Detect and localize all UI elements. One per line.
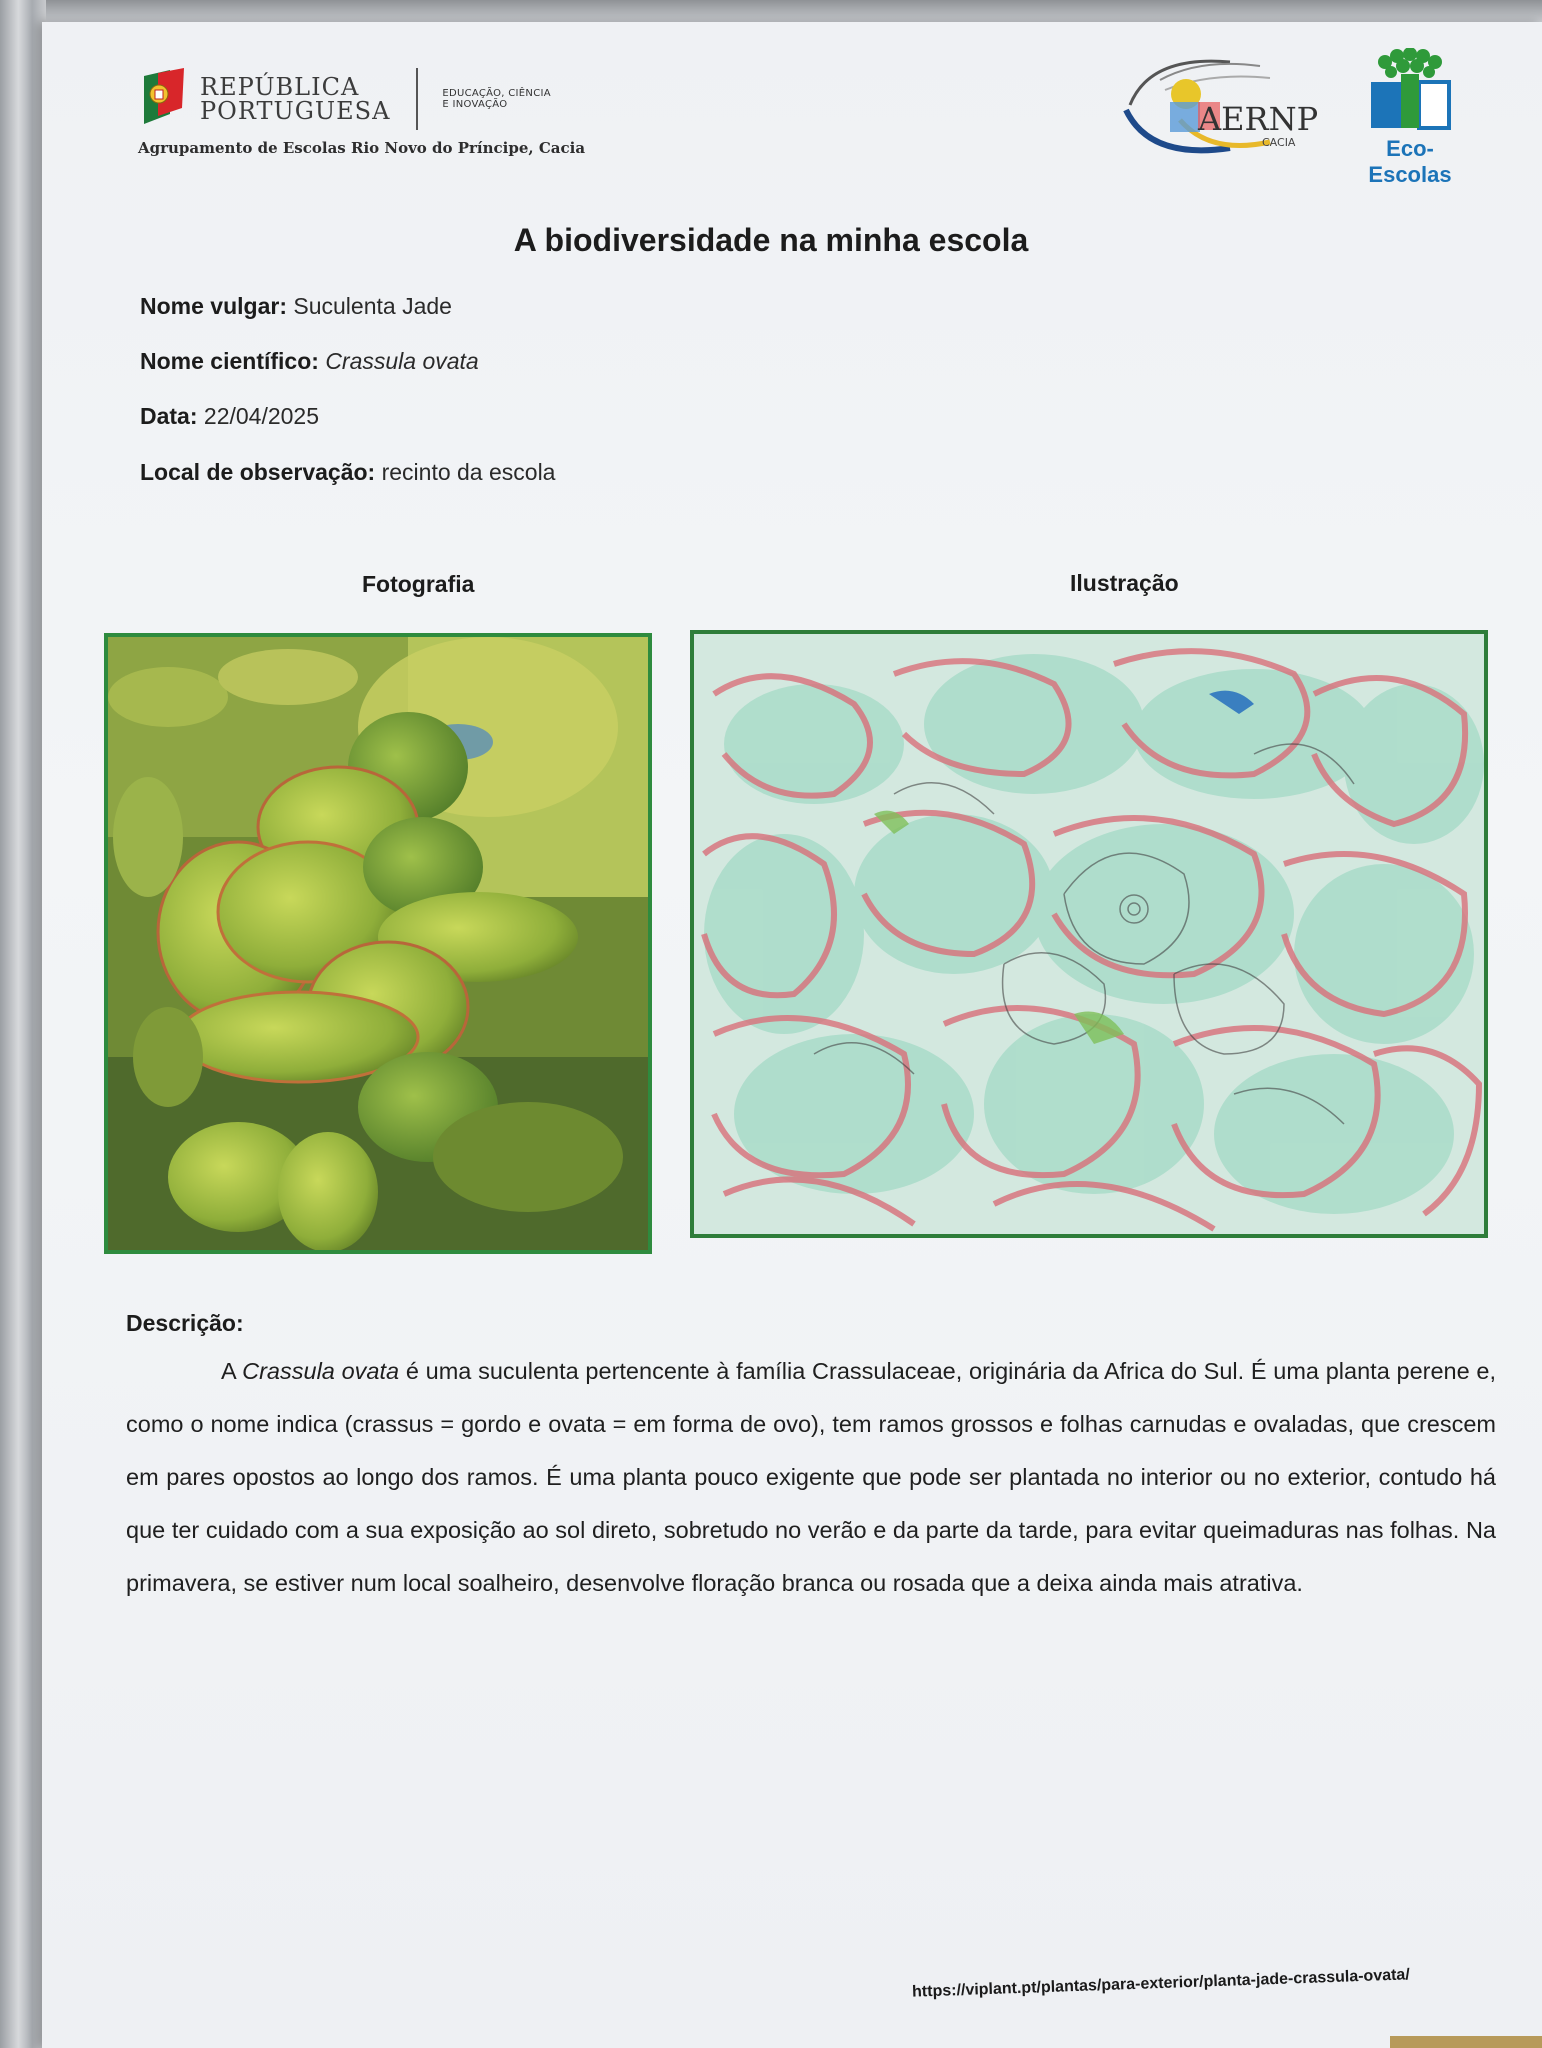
aernp-text: AERNP bbox=[1198, 100, 1319, 138]
photo-caption: Fotografia bbox=[362, 571, 475, 597]
location-field bbox=[140, 459, 555, 486]
common-name-field bbox=[140, 293, 452, 320]
republica-portuguesa-text bbox=[200, 75, 390, 123]
location-value: recinto da escola bbox=[381, 459, 556, 485]
description-body: é uma suculenta pertencente à família Crassulaceae, originária da Africa do Sul. É uma planta perene e, como o nome indica (crassus = gordo e ovata = em forma de ovo), tem ramos grossos e folhas carnudas e ovaladas, que crescem em pares opostos ao longo dos ramos. É uma planta pouco exigente que pode ser plantada no interior ou no exterior, contudo há que ter cuidado com a sua exposição ao sol direto, sobretudo no verão e da parte da tarde, para evitar queimaduras nas folhas. Na primavera, se estiver num local soalheiro, desenvolve floração branca ou rosada que a deixa ainda mais atrativa. bbox=[126, 1358, 1497, 1596]
source-url: https://viplant.pt/plantas/para-exterior/planta-jade-crassula-ovata/ bbox=[911, 1966, 1411, 2001]
date-label: Data: bbox=[140, 403, 198, 429]
scientific-name-label: Nome científico: bbox=[140, 348, 319, 374]
common-name-label: Nome vulgar: bbox=[140, 293, 287, 319]
school-name: Agrupamento de Escolas Rio Novo do Príncipe, Cacia bbox=[138, 139, 586, 157]
date-field bbox=[140, 403, 319, 430]
portugal-flag-icon bbox=[140, 68, 186, 130]
portuguesa-line: PORTUGUESA bbox=[200, 97, 391, 125]
scientific-name-value: Crassula ovata bbox=[325, 348, 479, 374]
description-label: Descrição: bbox=[126, 1310, 244, 1336]
aernp-logo bbox=[1120, 50, 1320, 160]
plant-illustration bbox=[690, 630, 1488, 1238]
description-lead: A bbox=[221, 1358, 236, 1384]
eco-escolas-logo bbox=[1345, 48, 1475, 187]
ministry-line-1: EDUCAÇÃO, CIÊNCIA bbox=[442, 88, 551, 99]
binder-edge bbox=[0, 0, 46, 2048]
republica-line: REPÚBLICA bbox=[200, 73, 360, 101]
eco-escolas-label: Eco-Escolas bbox=[1368, 136, 1452, 187]
scientific-name-field bbox=[140, 348, 479, 375]
corner-tab bbox=[1390, 2036, 1542, 2048]
illustration-caption: Ilustração bbox=[1070, 570, 1179, 596]
plant-photo bbox=[104, 633, 652, 1254]
aernp-sub: CACIA bbox=[1262, 136, 1296, 149]
top-shadow bbox=[42, 0, 1542, 22]
common-name-value: Suculenta Jade bbox=[293, 293, 452, 319]
ministry-name bbox=[442, 88, 550, 110]
republica-portuguesa-logo bbox=[140, 68, 551, 130]
description-text bbox=[126, 1345, 1496, 1610]
page-title: A biodiversidade na minha escola bbox=[513, 222, 1029, 258]
date-value: 22/04/2025 bbox=[203, 403, 320, 429]
ministry-line-2: E INOVAÇÃO bbox=[442, 99, 508, 110]
location-label: Local de observação: bbox=[140, 459, 376, 485]
header-divider bbox=[416, 68, 418, 130]
description-italic-name: Crassula ovata bbox=[242, 1358, 400, 1384]
